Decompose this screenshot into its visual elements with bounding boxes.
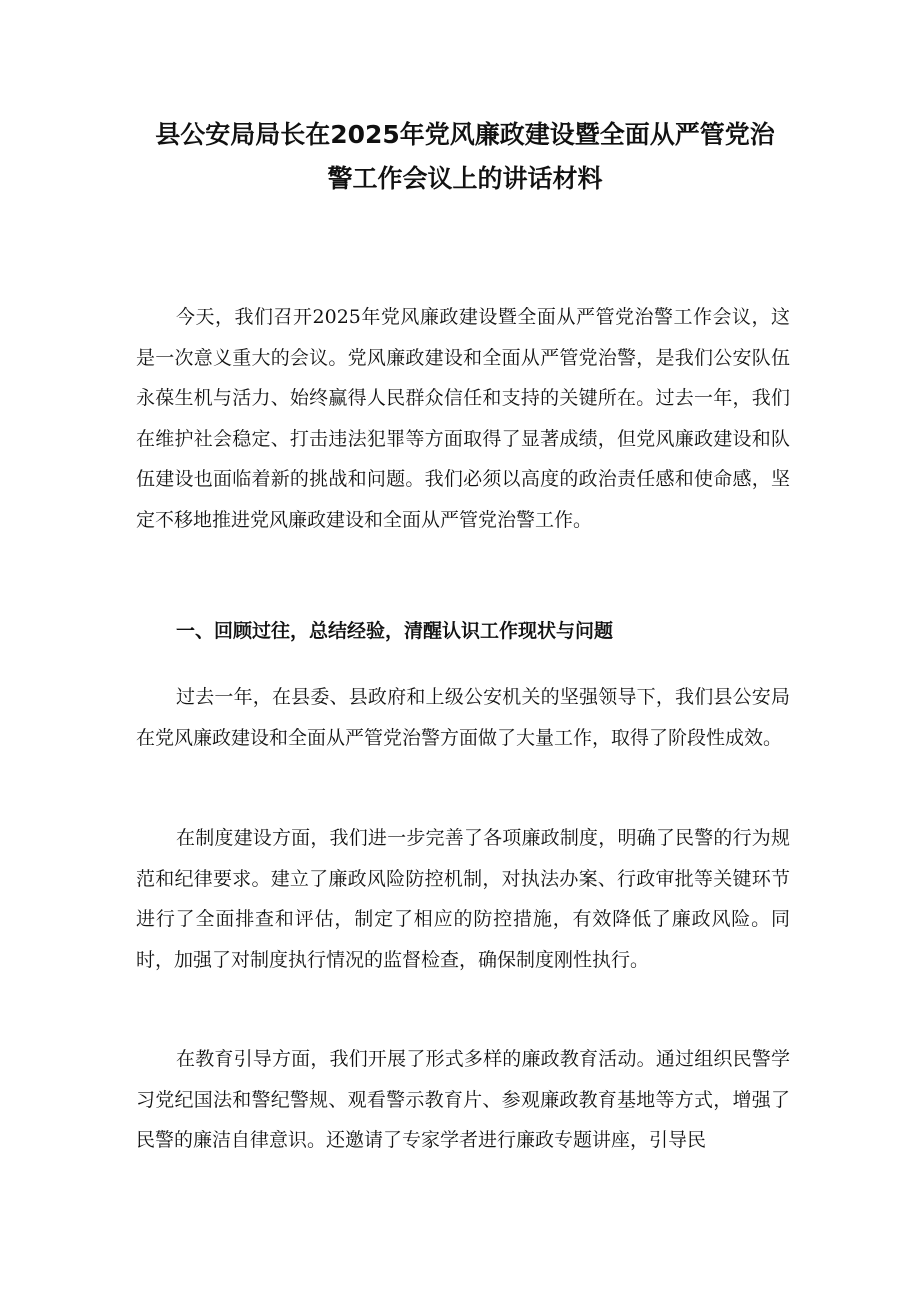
title-line-1: 县公安局局长在2025年党风廉政建设暨全面从严管党治 [155, 120, 775, 149]
paragraph-review: 过去一年，在县委、县政府和上级公安机关的坚强领导下，我们县公安局在党风廉政建设和全面从严管党治警方面做了大量工作，取得了阶段性成效。 [136, 686, 790, 749]
document-title [135, 113, 795, 201]
paragraph-system-building: 在制度建设方面，我们进一步完善了各项廉政制度，明确了民警的行为规范和纪律要求。建立了廉政风险防控机制，对执法办案、行政审批等关键环节进行了全面排查和评估，制定了相应的防控措施，有效降低了廉政风险。同时，加强了对制度执行情况的监督检查，确保制度刚性执行。 [136, 827, 790, 971]
section-heading: 一、回顾过往，总结经验，清醒认识工作现状与问题 [176, 620, 614, 642]
title-line-2: 警工作会议上的讲话材料 [327, 164, 603, 193]
paragraph-intro: 今天，我们召开2025年党风廉政建设暨全面从严管党治警工作会议，这是一次意义重大的会议。党风廉政建设和全面从严管党治警，是我们公安队伍永葆生机与活力、始终赢得人民群众信任和支持的关键所在。过去一年，我们在维护社会稳定、打击违法犯罪等方面取得了显著成绩，但党风廉政建设和队伍建设也面临着新的挑战和问题。我们必须以高度的政治责任感和使命感，坚定不移地推进党风廉政建设和全面从严管党治警工作。 [136, 306, 790, 531]
paragraph-education: 在教育引导方面，我们开展了形式多样的廉政教育活动。通过组织民警学习党纪国法和警纪警规、观看警示教育片、参观廉政教育基地等方式，增强了民警的廉洁自律意识。还邀请了专家学者进行廉政专题讲座，引导民 [136, 1048, 790, 1151]
